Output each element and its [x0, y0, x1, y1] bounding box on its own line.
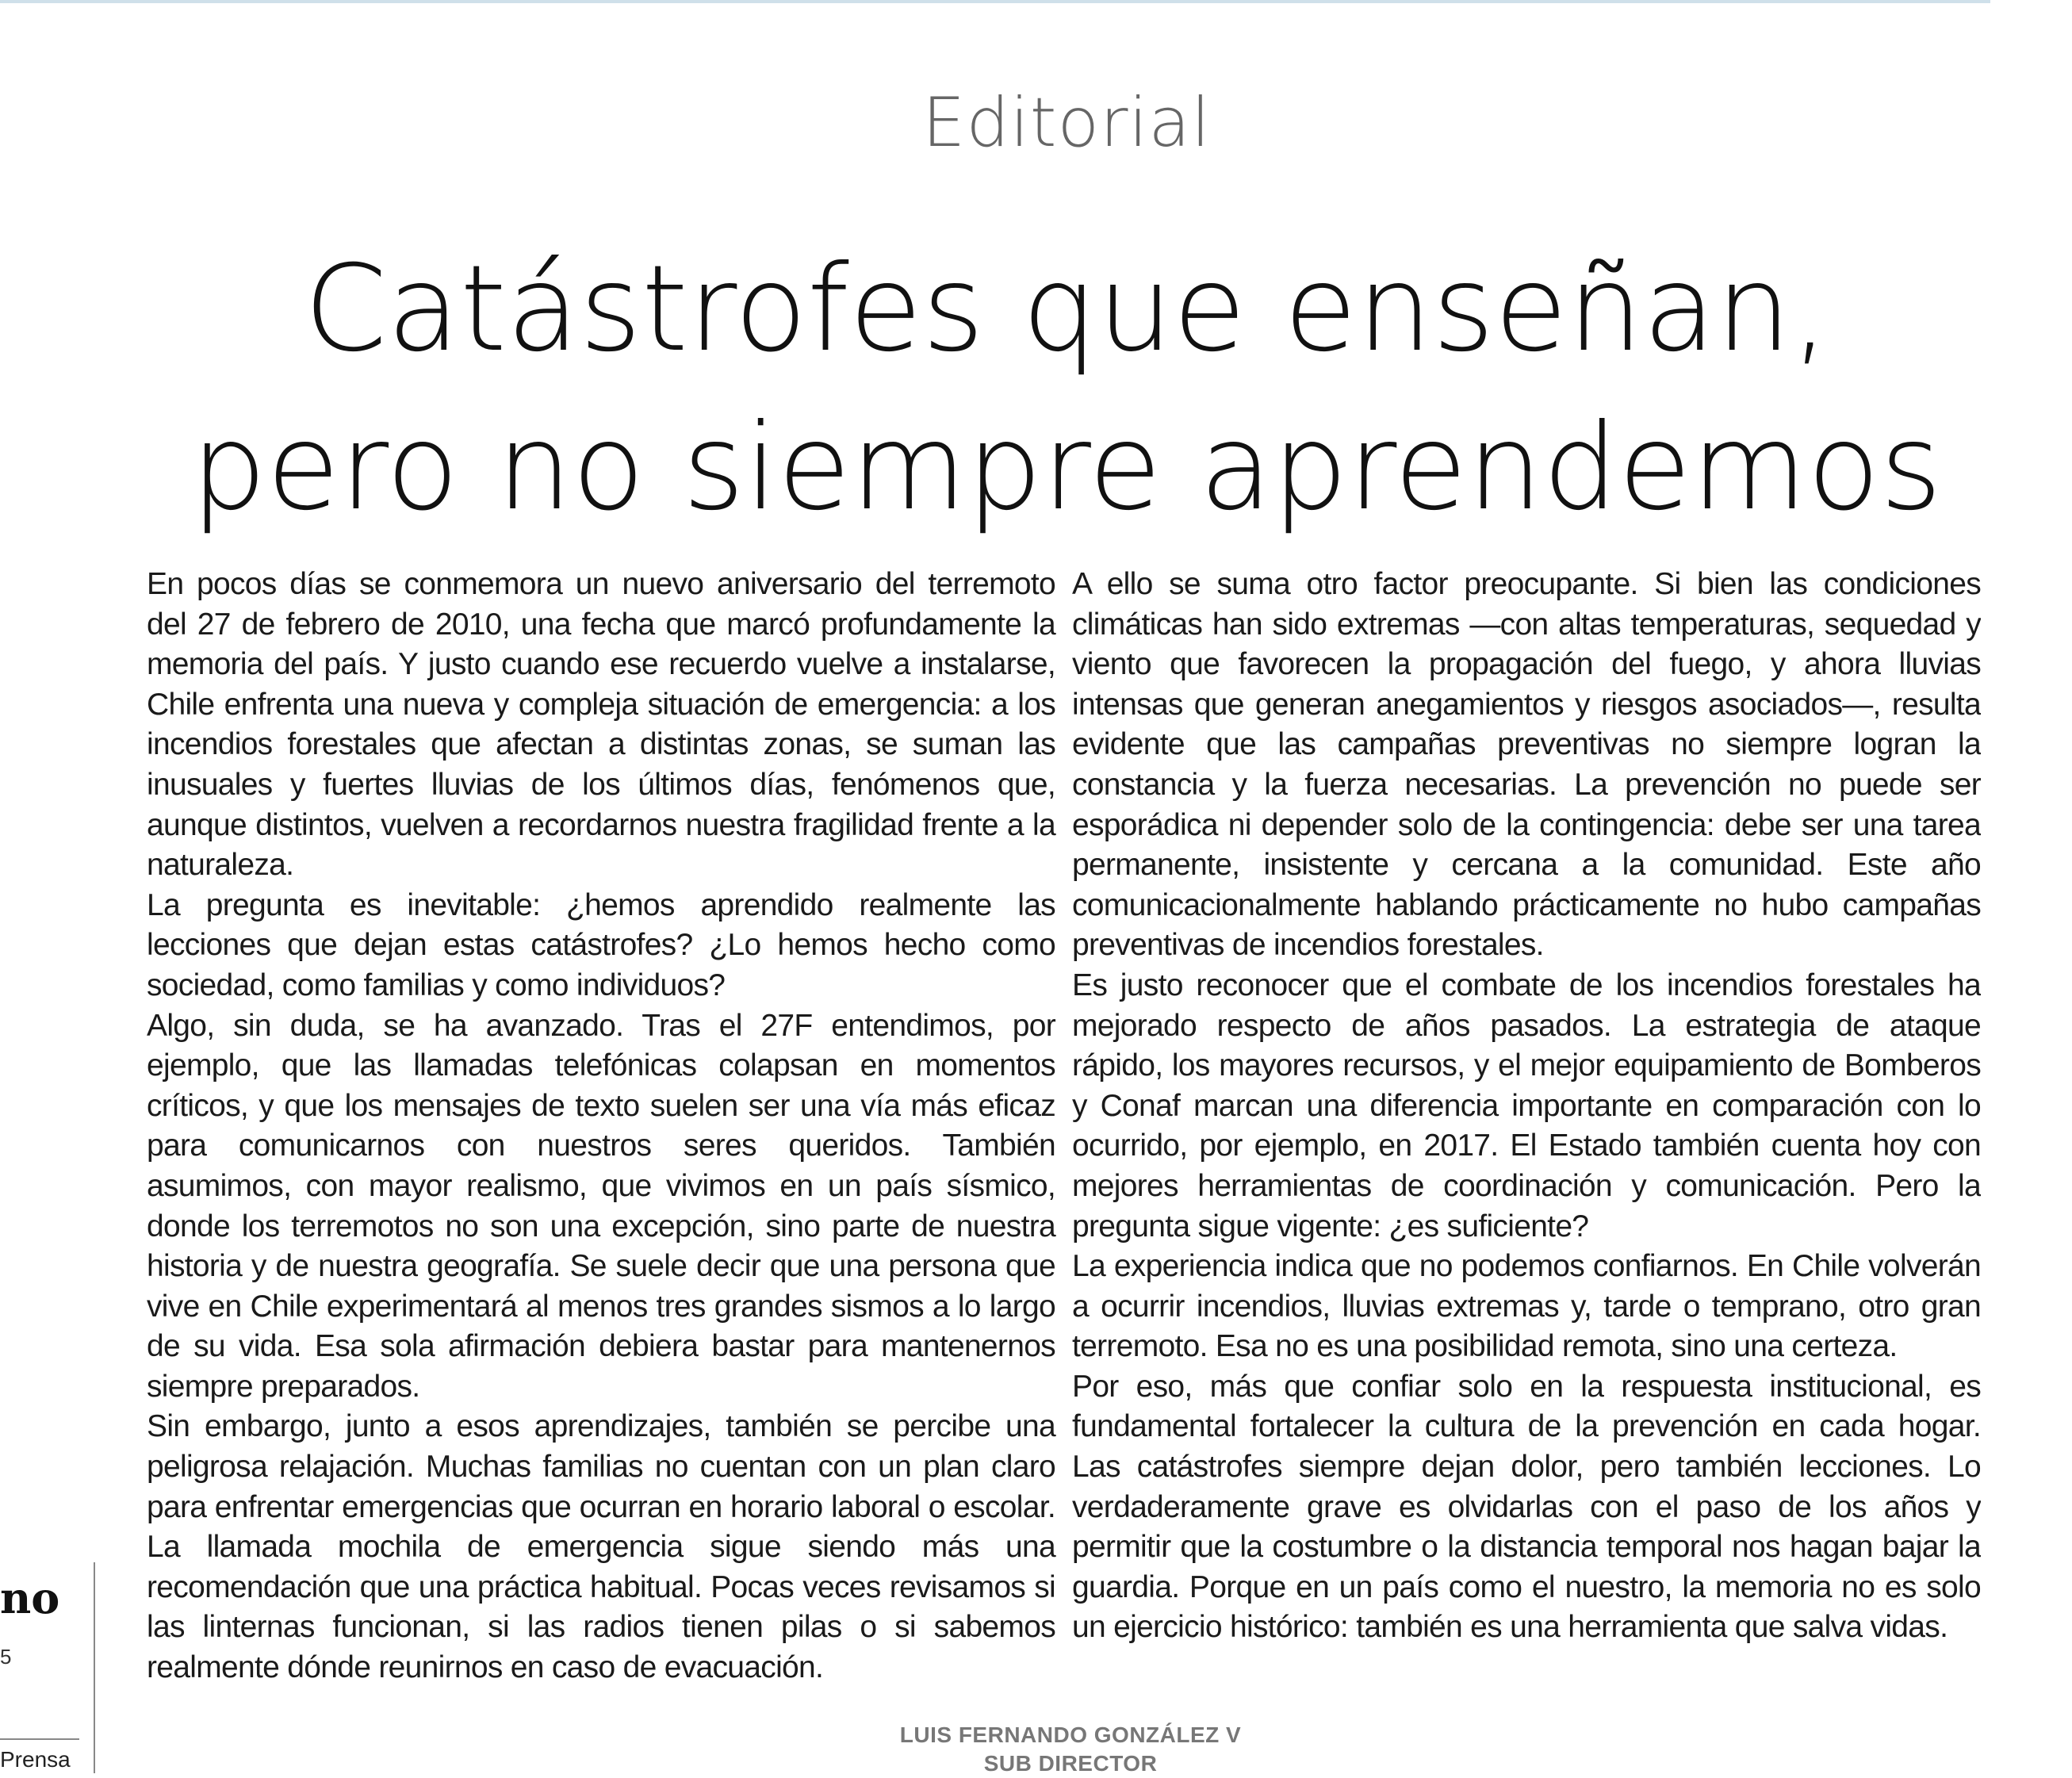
- author-signature: [833, 1721, 1308, 1778]
- paragraph: Sin embargo, junto a esos aprendizajes, también se percibe una peligrosa relajación. Muchas familias no cuentan con un plan claro para enfrentar emergencias que ocurran en horario laboral o escolar. La llamada mochila de emergencia sigue siendo más una recomendación que una práctica habitual. Pocas veces revisamos si las linternas funcionan, si las radios tienen pilas o si sabemos realmente dónde reunirnos en caso de evacuación.: [147, 1409, 1055, 1685]
- section-label: Editorial: [921, 83, 1211, 163]
- margin-divider: [94, 1562, 95, 1773]
- margin-rule: [0, 1738, 79, 1740]
- top-rule: [0, 0, 1990, 3]
- headline-line-1: Catástrofes que enseñan,: [304, 240, 1829, 378]
- left-column: [147, 565, 1055, 1699]
- paragraph: A ello se suma otro factor preocupante. Si bien las condiciones climáticas han sido extremas —con altas temperaturas, sequedad y viento que favorecen la propagación del fuego, y ahora lluvias intensas que generan anegamientos y riesgos asociados—, resulta evidente que las campañas preventivas no siempre logran la constancia y la fuerza necesarias. La prevención no puede ser esporádica ni depender solo de la contingencia: debe ser una tarea permanente, insistente y cercana a la comunidad. Este año comunicacionalmente hablando prácticamente no hubo campañas preventivas de incendios forestales.: [1072, 567, 1981, 963]
- paragraph: Es justo reconocer que el combate de los incendios forestales ha mejorado respecto de años pasados. La estrategia de ataque rápido, los mayores recursos, y el mejor equipamiento de Bomberos y Conaf marcan una diferencia importante en comparación con lo ocurrido, por ejemplo, en 2017. El Estado también cuenta hoy con mejores herramientas de coordinación y comunicación. Pero la pregunta sigue vigente: ¿es suficiente?: [1072, 968, 1981, 1243]
- credit-fragment: Prensa: [0, 1747, 71, 1772]
- paragraph: Algo, sin duda, se ha avanzado. Tras el 27F entendimos, por ejemplo, que las llamadas telefónicas colapsan en momentos críticos, y que los mensajes de texto suelen ser una vía más eficaz para comunicarnos con nuestros seres queridos. También asumimos, con mayor realismo, que vivimos en un país sísmico, donde los terremotos no son una excepción, sino parte de nuestra historia y de nuestra geografía. Se suele decir que una persona que vive en Chile experimentará al menos tres grandes sismos a lo largo de su vida. Esa sola afirmación debiera bastar para mantenernos siempre preparados.: [147, 1008, 1055, 1404]
- number-fragment: 5: [0, 1645, 12, 1669]
- author-role: SUB DIRECTOR: [983, 1751, 1158, 1776]
- paragraph: Por eso, más que confiar solo en la respuesta institucional, es fundamental fortalecer la cultura de la prevención en cada hogar. Las catástrofes siempre dejan dolor, pero también lecciones. Lo verdaderamente grave es olvidarlas con el paso de los años y permitir que la costumbre o la distancia temporal nos hagan bajar la guardia. Porque en un país como el nuestro, la memoria no es solo un ejercicio histórico: también es una herramienta que salva vidas.: [1072, 1369, 1981, 1645]
- paragraph: La experiencia indica que no podemos confiarnos. En Chile volverán a ocurrir incendios, lluvias extremas y, tarde o temprano, otro gran terremoto. Esa no es una posibilidad remota, sino una certeza.: [1072, 1249, 1981, 1364]
- paragraph: En pocos días se conmemora un nuevo aniversario del terremoto del 27 de febrero de 2010, una fecha que marcó profundamente la memoria del país. Y justo cuando ese recuerdo vuelve a instalarse, Chile enfrenta una nueva y compleja situación de emergencia: a los incendios forestales que afectan a distintas zonas, se suman las inusuales y fuertes lluvias de los últimos días, fenómenos que, aunque distintos, vuelven a recordarnos nuestra fragilidad frente a la naturaleza.: [147, 567, 1055, 883]
- headline: [143, 230, 1990, 547]
- paragraph: La pregunta es inevitable: ¿hemos aprendido realmente las lecciones que dejan estas catástrofes? ¿Lo hemos hecho como sociedad, como familias y como individuos?: [147, 887, 1055, 1002]
- article-body: [147, 565, 1981, 1699]
- masthead-fragment: no: [0, 1573, 60, 1623]
- right-column: [1072, 565, 1981, 1699]
- author-name: LUIS FERNANDO GONZÁLEZ V: [899, 1722, 1242, 1747]
- headline-line-2: pero no siempre aprendemos: [190, 399, 1943, 537]
